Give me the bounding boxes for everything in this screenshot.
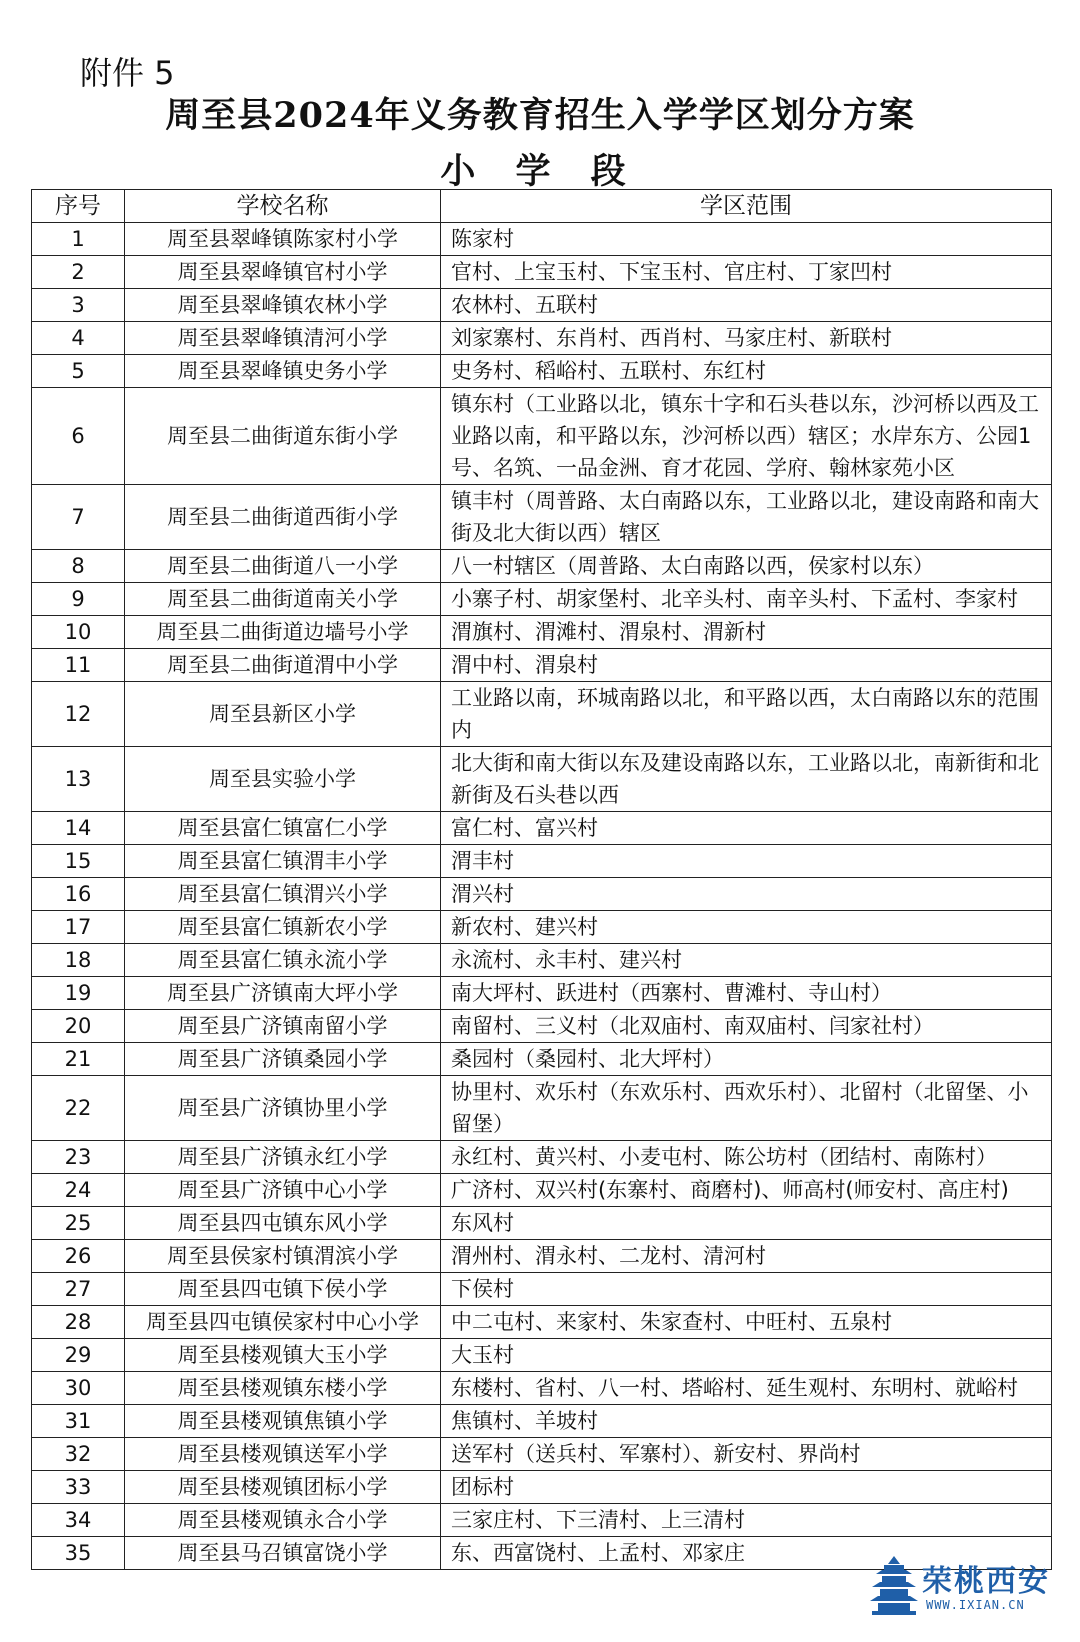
table-row [32, 977, 1052, 1010]
table-row [32, 355, 1052, 388]
table-row [32, 1043, 1052, 1076]
attachment-label: 附件 5 [80, 54, 175, 92]
school-name-cell: 周至县翠峰镇清河小学 [125, 322, 441, 355]
school-name-cell: 周至县翠峰镇农林小学 [125, 289, 441, 322]
row-number-cell: 31 [32, 1405, 125, 1438]
school-name-cell: 周至县二曲街道东街小学 [125, 388, 441, 485]
district-range-cell: 富仁村、富兴村 [441, 812, 1052, 845]
school-name-cell: 周至县楼观镇大玉小学 [125, 1339, 441, 1372]
district-range-cell: 渭丰村 [441, 845, 1052, 878]
row-number-cell: 7 [32, 485, 125, 550]
row-number-cell: 21 [32, 1043, 125, 1076]
table-row [32, 1372, 1052, 1405]
district-range-cell: 小寨子村、胡家堡村、北辛头村、南辛头村、下孟村、李家村 [441, 583, 1052, 616]
row-number-cell: 24 [32, 1174, 125, 1207]
district-range-cell: 南大坪村、跃进村（西寨村、曹滩村、寺山村） [441, 977, 1052, 1010]
row-number-cell: 35 [32, 1537, 125, 1570]
row-number-cell: 13 [32, 747, 125, 812]
school-name-cell: 周至县楼观镇焦镇小学 [125, 1405, 441, 1438]
watermark-text: 荣桃西安 [922, 1564, 1050, 1599]
document-subtitle: 小 学 段 [440, 151, 640, 192]
district-range-cell: 桑园村（桑园村、北大坪村） [441, 1043, 1052, 1076]
district-range-cell: 渭旗村、渭滩村、渭泉村、渭新村 [441, 616, 1052, 649]
row-number-cell: 8 [32, 550, 125, 583]
school-name-cell: 周至县富仁镇永流小学 [125, 944, 441, 977]
table-row [32, 944, 1052, 977]
table-row [32, 1207, 1052, 1240]
table-row [32, 812, 1052, 845]
school-name-cell: 周至县富仁镇渭兴小学 [125, 878, 441, 911]
table-row [32, 485, 1052, 550]
district-range-cell: 三家庄村、下三清村、上三清村 [441, 1504, 1052, 1537]
school-name-cell: 周至县四屯镇东风小学 [125, 1207, 441, 1240]
district-range-cell: 南留村、三义村（北双庙村、南双庙村、闫家社村） [441, 1010, 1052, 1043]
school-name-cell: 周至县楼观镇团标小学 [125, 1471, 441, 1504]
row-number-cell: 14 [32, 812, 125, 845]
district-range-cell: 团标村 [441, 1471, 1052, 1504]
school-name-cell: 周至县二曲街道南关小学 [125, 583, 441, 616]
table-row [32, 256, 1052, 289]
table-row [32, 388, 1052, 485]
district-range-cell: 北大街和南大街以东及建设南路以东，工业路以北，南新街和北新街及石头巷以西 [441, 747, 1052, 812]
school-name-cell: 周至县广济镇协里小学 [125, 1076, 441, 1141]
district-range-cell: 官村、上宝玉村、下宝玉村、官庄村、丁家凹村 [441, 256, 1052, 289]
row-number-cell: 17 [32, 911, 125, 944]
row-number-cell: 26 [32, 1240, 125, 1273]
school-name-cell: 周至县二曲街道西街小学 [125, 485, 441, 550]
district-range-cell: 中二屯村、来家村、朱家查村、中旺村、五泉村 [441, 1306, 1052, 1339]
row-number-cell: 3 [32, 289, 125, 322]
header-district-range: 学区范围 [441, 190, 1052, 223]
school-name-cell: 周至县实验小学 [125, 747, 441, 812]
row-number-cell: 20 [32, 1010, 125, 1043]
pagoda-icon [870, 1554, 918, 1616]
table-row [32, 747, 1052, 812]
district-range-cell: 渭州村、渭永村、二龙村、清河村 [441, 1240, 1052, 1273]
school-name-cell: 周至县楼观镇东楼小学 [125, 1372, 441, 1405]
table-row [32, 1076, 1052, 1141]
document-title: 周至县2024年义务教育招生入学学区划分方案 [165, 95, 915, 136]
district-range-cell: 渭中村、渭泉村 [441, 649, 1052, 682]
row-number-cell: 11 [32, 649, 125, 682]
row-number-cell: 25 [32, 1207, 125, 1240]
school-name-cell: 周至县二曲街道渭中小学 [125, 649, 441, 682]
school-name-cell: 周至县二曲街道八一小学 [125, 550, 441, 583]
district-table [31, 189, 1052, 1570]
table-row [32, 845, 1052, 878]
district-range-cell: 东、西富饶村、上孟村、邓家庄 [441, 1537, 1052, 1570]
table-row [32, 550, 1052, 583]
table-row [32, 289, 1052, 322]
school-name-cell: 周至县翠峰镇陈家村小学 [125, 223, 441, 256]
row-number-cell: 30 [32, 1372, 125, 1405]
row-number-cell: 33 [32, 1471, 125, 1504]
district-range-cell: 农林村、五联村 [441, 289, 1052, 322]
school-name-cell: 周至县四屯镇侯家村中心小学 [125, 1306, 441, 1339]
school-name-cell: 周至县新区小学 [125, 682, 441, 747]
school-name-cell: 周至县马召镇富饶小学 [125, 1537, 441, 1570]
row-number-cell: 22 [32, 1076, 125, 1141]
row-number-cell: 4 [32, 322, 125, 355]
row-number-cell: 32 [32, 1438, 125, 1471]
district-range-cell: 史务村、稻峪村、五联村、东红村 [441, 355, 1052, 388]
table-row [32, 1471, 1052, 1504]
table-row [32, 616, 1052, 649]
table-row [32, 223, 1052, 256]
table-row [32, 322, 1052, 355]
district-range-cell: 送军村（送兵村、军寨村）、新安村、界尚村 [441, 1438, 1052, 1471]
school-name-cell: 周至县广济镇中心小学 [125, 1174, 441, 1207]
row-number-cell: 2 [32, 256, 125, 289]
row-number-cell: 18 [32, 944, 125, 977]
row-number-cell: 16 [32, 878, 125, 911]
table-row [32, 682, 1052, 747]
school-name-cell: 周至县广济镇南大坪小学 [125, 977, 441, 1010]
table-body [32, 223, 1052, 1570]
district-range-cell: 渭兴村 [441, 878, 1052, 911]
table-row [32, 878, 1052, 911]
district-range-cell: 焦镇村、羊坡村 [441, 1405, 1052, 1438]
row-number-cell: 23 [32, 1141, 125, 1174]
school-name-cell: 周至县楼观镇永合小学 [125, 1504, 441, 1537]
district-range-cell: 东风村 [441, 1207, 1052, 1240]
school-name-cell: 周至县四屯镇下侯小学 [125, 1273, 441, 1306]
school-name-cell: 周至县翠峰镇官村小学 [125, 256, 441, 289]
district-range-cell: 永红村、黄兴村、小麦屯村、陈公坊村（团结村、南陈村） [441, 1141, 1052, 1174]
table-row [32, 1141, 1052, 1174]
district-range-cell: 镇东村（工业路以北，镇东十字和石头巷以东，沙河桥以西及工业路以南，和平路以东，沙河桥以西）辖区；水岸东方、公园1号、名筑、一品金洲、育才花园、学府、翰林家苑小区 [441, 388, 1052, 485]
table-row [32, 1504, 1052, 1537]
district-range-cell: 永流村、永丰村、建兴村 [441, 944, 1052, 977]
school-name-cell: 周至县翠峰镇史务小学 [125, 355, 441, 388]
district-range-cell: 广济村、双兴村(东寨村、商磨村)、师高村(师安村、高庄村) [441, 1174, 1052, 1207]
table-row [32, 1174, 1052, 1207]
school-name-cell: 周至县广济镇桑园小学 [125, 1043, 441, 1076]
district-range-cell: 镇丰村（周普路、太白南路以东，工业路以北，建设南路和南大街及北大街以西）辖区 [441, 485, 1052, 550]
row-number-cell: 5 [32, 355, 125, 388]
row-number-cell: 1 [32, 223, 125, 256]
school-name-cell: 周至县富仁镇富仁小学 [125, 812, 441, 845]
row-number-cell: 34 [32, 1504, 125, 1537]
row-number-cell: 10 [32, 616, 125, 649]
table-row [32, 1306, 1052, 1339]
row-number-cell: 6 [32, 388, 125, 485]
district-range-cell: 东楼村、省村、八一村、塔峪村、延生观村、东明村、就峪村 [441, 1372, 1052, 1405]
district-range-cell: 新农村、建兴村 [441, 911, 1052, 944]
table-row [32, 649, 1052, 682]
school-name-cell: 周至县广济镇南留小学 [125, 1010, 441, 1043]
school-name-cell: 周至县侯家村镇渭滨小学 [125, 1240, 441, 1273]
school-name-cell: 周至县富仁镇新农小学 [125, 911, 441, 944]
row-number-cell: 19 [32, 977, 125, 1010]
row-number-cell: 27 [32, 1273, 125, 1306]
school-name-cell: 周至县富仁镇渭丰小学 [125, 845, 441, 878]
row-number-cell: 28 [32, 1306, 125, 1339]
table-row [32, 583, 1052, 616]
table-row [32, 1405, 1052, 1438]
header-number: 序号 [32, 190, 125, 223]
district-range-cell: 八一村辖区（周普路、太白南路以西，侯家村以东） [441, 550, 1052, 583]
table-row [32, 1438, 1052, 1471]
school-name-cell: 周至县楼观镇送军小学 [125, 1438, 441, 1471]
table-header-row [32, 190, 1052, 223]
table-row [32, 1273, 1052, 1306]
row-number-cell: 15 [32, 845, 125, 878]
table-row [32, 911, 1052, 944]
row-number-cell: 9 [32, 583, 125, 616]
table-row [32, 1339, 1052, 1372]
header-school-name: 学校名称 [125, 190, 441, 223]
district-range-cell: 协里村、欢乐村（东欢乐村、西欢乐村）、北留村（北留堡、小留堡） [441, 1076, 1052, 1141]
district-range-cell: 工业路以南，环城南路以北，和平路以西，太白南路以东的范围内 [441, 682, 1052, 747]
district-range-cell: 陈家村 [441, 223, 1052, 256]
row-number-cell: 29 [32, 1339, 125, 1372]
table-row [32, 1240, 1052, 1273]
watermark [870, 1554, 1060, 1618]
district-range-cell: 刘家寨村、东肖村、西肖村、马家庄村、新联村 [441, 322, 1052, 355]
district-range-cell: 大玉村 [441, 1339, 1052, 1372]
school-name-cell: 周至县二曲街道边墙号小学 [125, 616, 441, 649]
district-range-cell: 下侯村 [441, 1273, 1052, 1306]
row-number-cell: 12 [32, 682, 125, 747]
table-row [32, 1010, 1052, 1043]
school-name-cell: 周至县广济镇永红小学 [125, 1141, 441, 1174]
watermark-url: WWW.IXIAN.CN [926, 1598, 1025, 1612]
